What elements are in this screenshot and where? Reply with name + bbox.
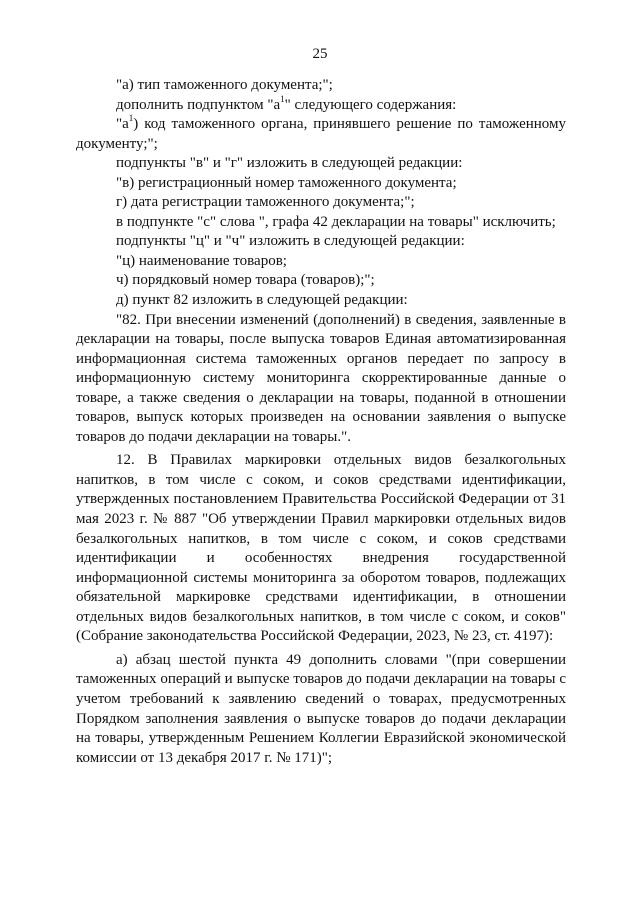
paragraph-4: подпункты "в" и "г" изложить в следующей редакции: [116,155,463,172]
paragraph-6: г) дата регистрации таможенного документа;"; [116,194,415,211]
paragraph-10: ч) порядковый номер товара (товаров);"; [116,272,375,289]
page-number: 25 [312,46,328,62]
paragraph-1: "а) тип таможенного документа;"; [116,77,333,93]
paragraph-13: 12. В Правилах маркировки отдельных видов безалкогольных напитков, в том числе с соком, и соков средствами идентификации, утвержденных постановлением Правительства Российской Федерации от 31 мая 2023 г. № 887 "Об утверждении Правил маркировки отдельных видов безалкогольных напитков, в том числе с соком, и соков средствами идентификации и особенностях внедрения государственной информационной системы мониторинга за оборотом товаров, подлежащих обязательной маркировке средствами идентификации, в отношении отдельных видов безалкогольных напитков, в том числе с соком, и соков" (Собрание законодательства Российской Федерации, 2023, № 23, ст. 4197): [76,452,566,645]
paragraph-7: в подпункте "с" слова ", графа 42 декларации на товары" исключить; [116,213,556,230]
paragraph-12: "82. При внесении изменений (дополнений) в сведения, заявленные в декларации на товары, после выпуска товаров Единая автоматизированная информационная система таможенных органов передает по запросу в информационную систему мониторинга скорректированные данные о товаре, а также сведения о декларации на товары, поданной в отношении товаров, выпуск которых произведен на основании заявления о выпуске товаров до подачи декларации на товары.". [76,311,566,445]
paragraph-2: дополнить подпунктом "$а^1$" следующего содержания: [116,93,457,113]
document-body [76,76,566,768]
paragraph-3: "$а^1$) код таможенного органа, принявшего решение по таможенному документу;"; [76,113,566,152]
paragraph-5: "в) регистрационный номер таможенного документа; [116,174,457,191]
paragraph-9: "ц) наименование товаров; [116,252,287,269]
paragraph-8: подпункты "ц" и "ч" изложить в следующей редакции: [116,233,465,250]
paragraph-14: а) абзац шестой пункта 49 дополнить словами "(при совершении таможенных операций и выпуске товаров до подачи декларации на товары с учетом требований к заявлению сведений о товарах, предусмотренных Порядком заполнения заявления о выпуске товаров до подачи декларации на товары, утвержденным Решением Коллегии Евразийской экономической комиссии от 13 декабря 2017 г. № 171)"; [76,651,566,766]
paragraph-11: д) пункт 82 изложить в следующей редакции: [116,292,408,309]
